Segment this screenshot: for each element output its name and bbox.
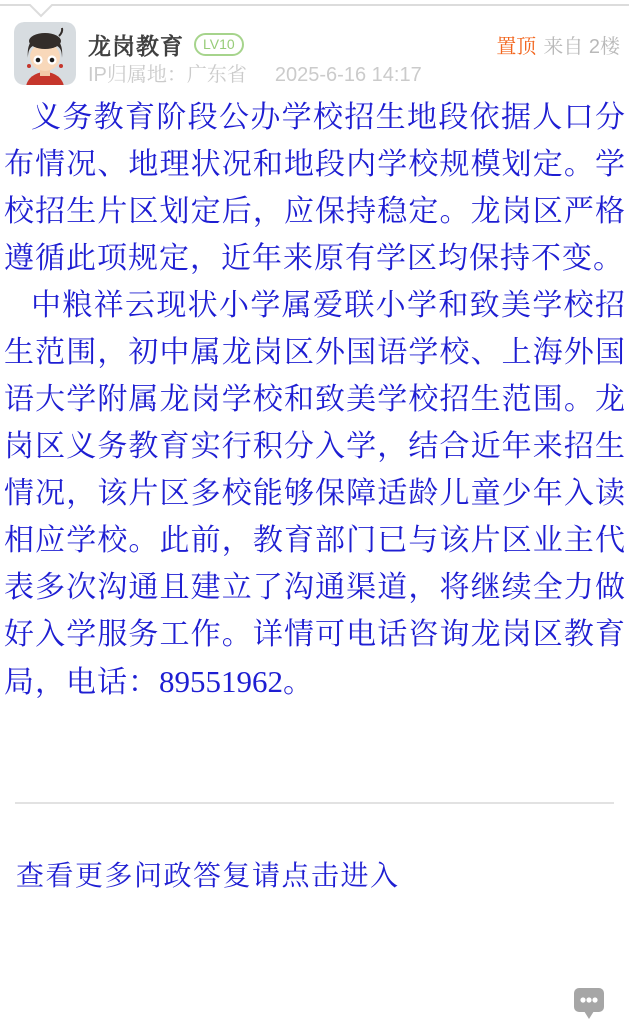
post-flags (496, 30, 620, 59)
body-paragraph-2-tail: 。 (283, 666, 314, 699)
post-meta (88, 58, 422, 87)
body-paragraph-2-text: 中粮祥云现状小学属爱联小学和致美学校招生范围，初中属龙岗区外国语学校、上海外国语大学附属龙岗学校和致美学校招生范围。龙岗区义务教育实行积分入学，结合近年来招生情况，该片区多校能够保障适龄儿童少年入读相应学校。此前，教育部门已与该片区业主代表多次沟通且建立了沟通渠道，将继续全力做好入学服务工作。详情可电话咨询龙岗区教育局，电话： (4, 289, 626, 699)
timestamp: 2025-6-16 14:17 (274, 64, 422, 86)
chevron-down-notch-icon (0, 0, 629, 20)
level-badge: LV10 (194, 33, 244, 56)
floor-label: 来自 2楼 (543, 36, 620, 58)
body-paragraph-2 (4, 282, 626, 706)
author-name[interactable]: 龙岗教育 (88, 33, 184, 59)
ip-location-label: IP归属地：广东省 (88, 64, 247, 86)
divider (15, 802, 614, 804)
pinned-badge: 置顶 (496, 36, 537, 58)
comment-button[interactable] (574, 988, 606, 1021)
body-paragraph-1: 义务教育阶段公办学校招生地段依据人口分布情况、地理状况和地段内学校规模划定。学校招生片区划定后，应保持稳定。龙岗区严格遵循此项规定，近年来原有学区均保持不变。 (4, 101, 626, 275)
avatar[interactable] (14, 22, 76, 85)
post-body (4, 94, 626, 706)
author-row (88, 28, 244, 61)
comment-bubble-icon (574, 988, 606, 1021)
cartoon-girl-avatar-icon (14, 22, 76, 85)
phone-number: 89551962 (159, 664, 283, 699)
view-more-link[interactable]: 查看更多问政答复请点击进入 (16, 860, 400, 891)
